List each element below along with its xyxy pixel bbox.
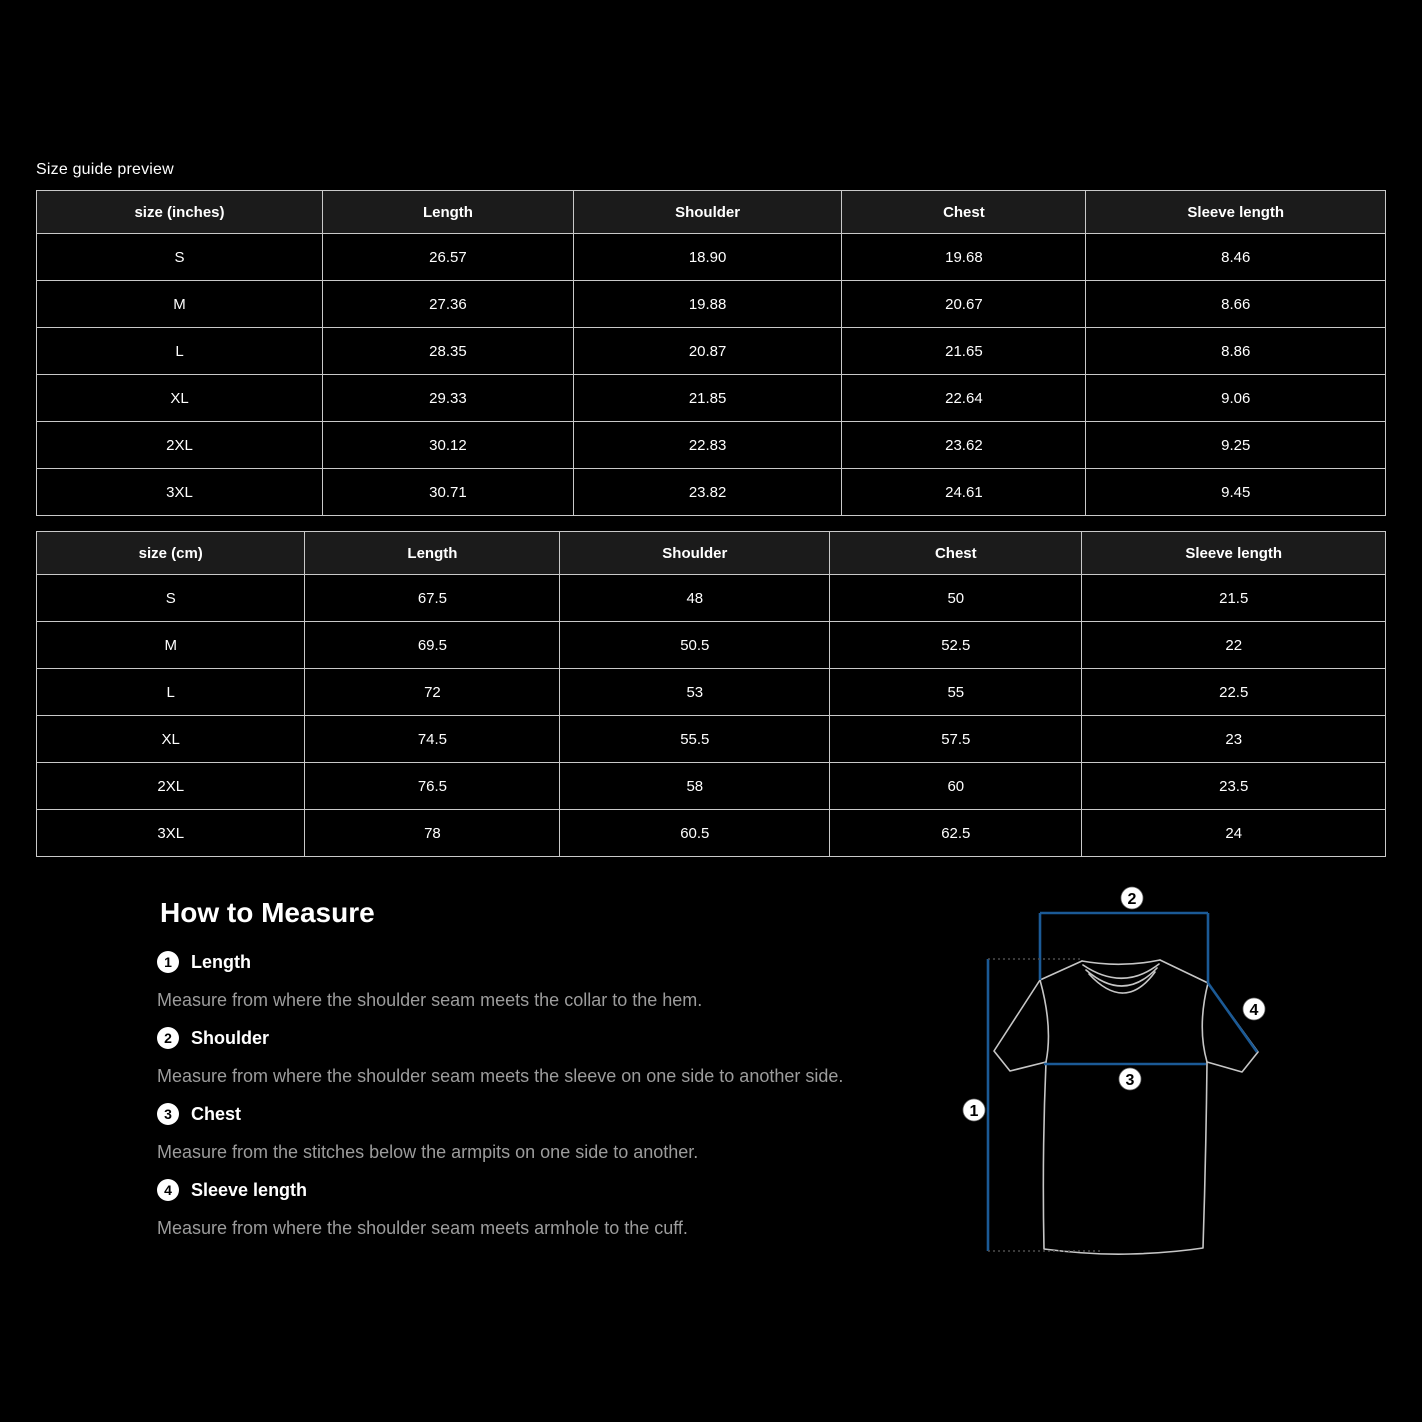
- value-cell: 22.64: [842, 375, 1086, 422]
- value-cell: 67.5: [305, 575, 560, 622]
- size-cell: 3XL: [37, 810, 305, 857]
- size-cell: 3XL: [37, 469, 323, 516]
- number-badge-1: 1: [157, 951, 179, 973]
- value-cell: 60: [830, 763, 1082, 810]
- value-cell: 27.36: [322, 281, 573, 328]
- size-cell: 2XL: [37, 763, 305, 810]
- value-cell: 18.90: [573, 234, 841, 281]
- marker-number-2: 2: [1127, 891, 1137, 908]
- measure-item-shoulder: [157, 1025, 957, 1051]
- value-cell: 57.5: [830, 716, 1082, 763]
- value-cell: 23.5: [1082, 763, 1386, 810]
- how-to-measure-title: How to Measure: [160, 897, 375, 928]
- page-title: Size guide preview: [36, 161, 174, 178]
- column-header: Shoulder: [560, 532, 830, 575]
- value-cell: 76.5: [305, 763, 560, 810]
- value-cell: 48: [560, 575, 830, 622]
- marker-number-3: 3: [1125, 1072, 1135, 1089]
- value-cell: 23: [1082, 716, 1386, 763]
- measure-item-description: Measure from where the shoulder seam meets armhole to the cuff.: [157, 1218, 688, 1238]
- value-cell: 74.5: [305, 716, 560, 763]
- value-cell: 9.06: [1086, 375, 1386, 422]
- value-cell: 22.5: [1082, 669, 1386, 716]
- size-table-cm: [36, 531, 1386, 857]
- value-cell: 60.5: [560, 810, 830, 857]
- column-header: Chest: [830, 532, 1082, 575]
- table-row: [37, 716, 1386, 763]
- table-row: [37, 328, 1386, 375]
- column-header: Sleeve length: [1086, 191, 1386, 234]
- marker-number-4: 4: [1249, 1002, 1259, 1019]
- size-cell: M: [37, 281, 323, 328]
- tshirt-measurement-diagram: [930, 875, 1290, 1275]
- value-cell: 62.5: [830, 810, 1082, 857]
- size-table-inches: [36, 190, 1386, 516]
- table-header-row: [37, 191, 1386, 234]
- measure-item-label: Shoulder: [191, 1027, 270, 1048]
- value-cell: 58: [560, 763, 830, 810]
- value-cell: 23.62: [842, 422, 1086, 469]
- size-cell: L: [37, 328, 323, 375]
- table-row: [37, 669, 1386, 716]
- value-cell: 8.66: [1086, 281, 1386, 328]
- value-cell: 72: [305, 669, 560, 716]
- value-cell: 19.68: [842, 234, 1086, 281]
- table-row: [37, 469, 1386, 516]
- measure-item-chest: [157, 1101, 957, 1127]
- value-cell: 52.5: [830, 622, 1082, 669]
- value-cell: 22: [1082, 622, 1386, 669]
- value-cell: 28.35: [322, 328, 573, 375]
- table-row: [37, 281, 1386, 328]
- value-cell: 50.5: [560, 622, 830, 669]
- value-cell: 69.5: [305, 622, 560, 669]
- column-header: Length: [322, 191, 573, 234]
- value-cell: 9.25: [1086, 422, 1386, 469]
- column-header: size (inches): [37, 191, 323, 234]
- table-row: [37, 575, 1386, 622]
- table-row: [37, 422, 1386, 469]
- value-cell: 8.46: [1086, 234, 1386, 281]
- marker-number-1: 1: [969, 1103, 979, 1120]
- value-cell: 30.71: [322, 469, 573, 516]
- value-cell: 21.65: [842, 328, 1086, 375]
- measure-item-label: Chest: [191, 1103, 242, 1124]
- size-cell: M: [37, 622, 305, 669]
- measure-item-description: Measure from where the shoulder seam meets the collar to the hem.: [157, 990, 703, 1010]
- table-row: [37, 375, 1386, 422]
- value-cell: 9.45: [1086, 469, 1386, 516]
- measure-item-length: [157, 949, 957, 975]
- value-cell: 26.57: [322, 234, 573, 281]
- column-header: Sleeve length: [1082, 532, 1386, 575]
- value-cell: 30.12: [322, 422, 573, 469]
- value-cell: 22.83: [573, 422, 841, 469]
- value-cell: 21.85: [573, 375, 841, 422]
- value-cell: 53: [560, 669, 830, 716]
- value-cell: 55: [830, 669, 1082, 716]
- value-cell: 24: [1082, 810, 1386, 857]
- column-header: Chest: [842, 191, 1086, 234]
- tshirt-outline-drawing: [994, 960, 1258, 1254]
- measure-instructions-list: [157, 949, 957, 1253]
- size-cell: S: [37, 575, 305, 622]
- size-cell: XL: [37, 375, 323, 422]
- measure-item-label: Length: [191, 951, 251, 972]
- value-cell: 8.86: [1086, 328, 1386, 375]
- size-cell: 2XL: [37, 422, 323, 469]
- measure-item-description: Measure from the stitches below the armpits on one side to another.: [157, 1142, 699, 1162]
- number-badge-3: 3: [157, 1103, 179, 1125]
- value-cell: 50: [830, 575, 1082, 622]
- column-header: Shoulder: [573, 191, 841, 234]
- table-row: [37, 234, 1386, 281]
- value-cell: 55.5: [560, 716, 830, 763]
- value-cell: 21.5: [1082, 575, 1386, 622]
- value-cell: 29.33: [322, 375, 573, 422]
- value-cell: 24.61: [842, 469, 1086, 516]
- diagram-markers: [963, 887, 1265, 1121]
- table-row: [37, 763, 1386, 810]
- size-cell: L: [37, 669, 305, 716]
- table-row: [37, 810, 1386, 857]
- value-cell: 20.87: [573, 328, 841, 375]
- number-badge-4: 4: [157, 1179, 179, 1201]
- value-cell: 20.67: [842, 281, 1086, 328]
- size-cell: XL: [37, 716, 305, 763]
- measure-item-description: Measure from where the shoulder seam meets the sleeve on one side to another side.: [157, 1066, 844, 1086]
- value-cell: 23.82: [573, 469, 841, 516]
- value-cell: 19.88: [573, 281, 841, 328]
- number-badge-2: 2: [157, 1027, 179, 1049]
- column-header: size (cm): [37, 532, 305, 575]
- value-cell: 78: [305, 810, 560, 857]
- size-cell: S: [37, 234, 323, 281]
- measure-item-sleeve-length: [157, 1177, 957, 1203]
- table-row: [37, 622, 1386, 669]
- measure-item-label: Sleeve length: [191, 1179, 308, 1200]
- table-header-row: [37, 532, 1386, 575]
- column-header: Length: [305, 532, 560, 575]
